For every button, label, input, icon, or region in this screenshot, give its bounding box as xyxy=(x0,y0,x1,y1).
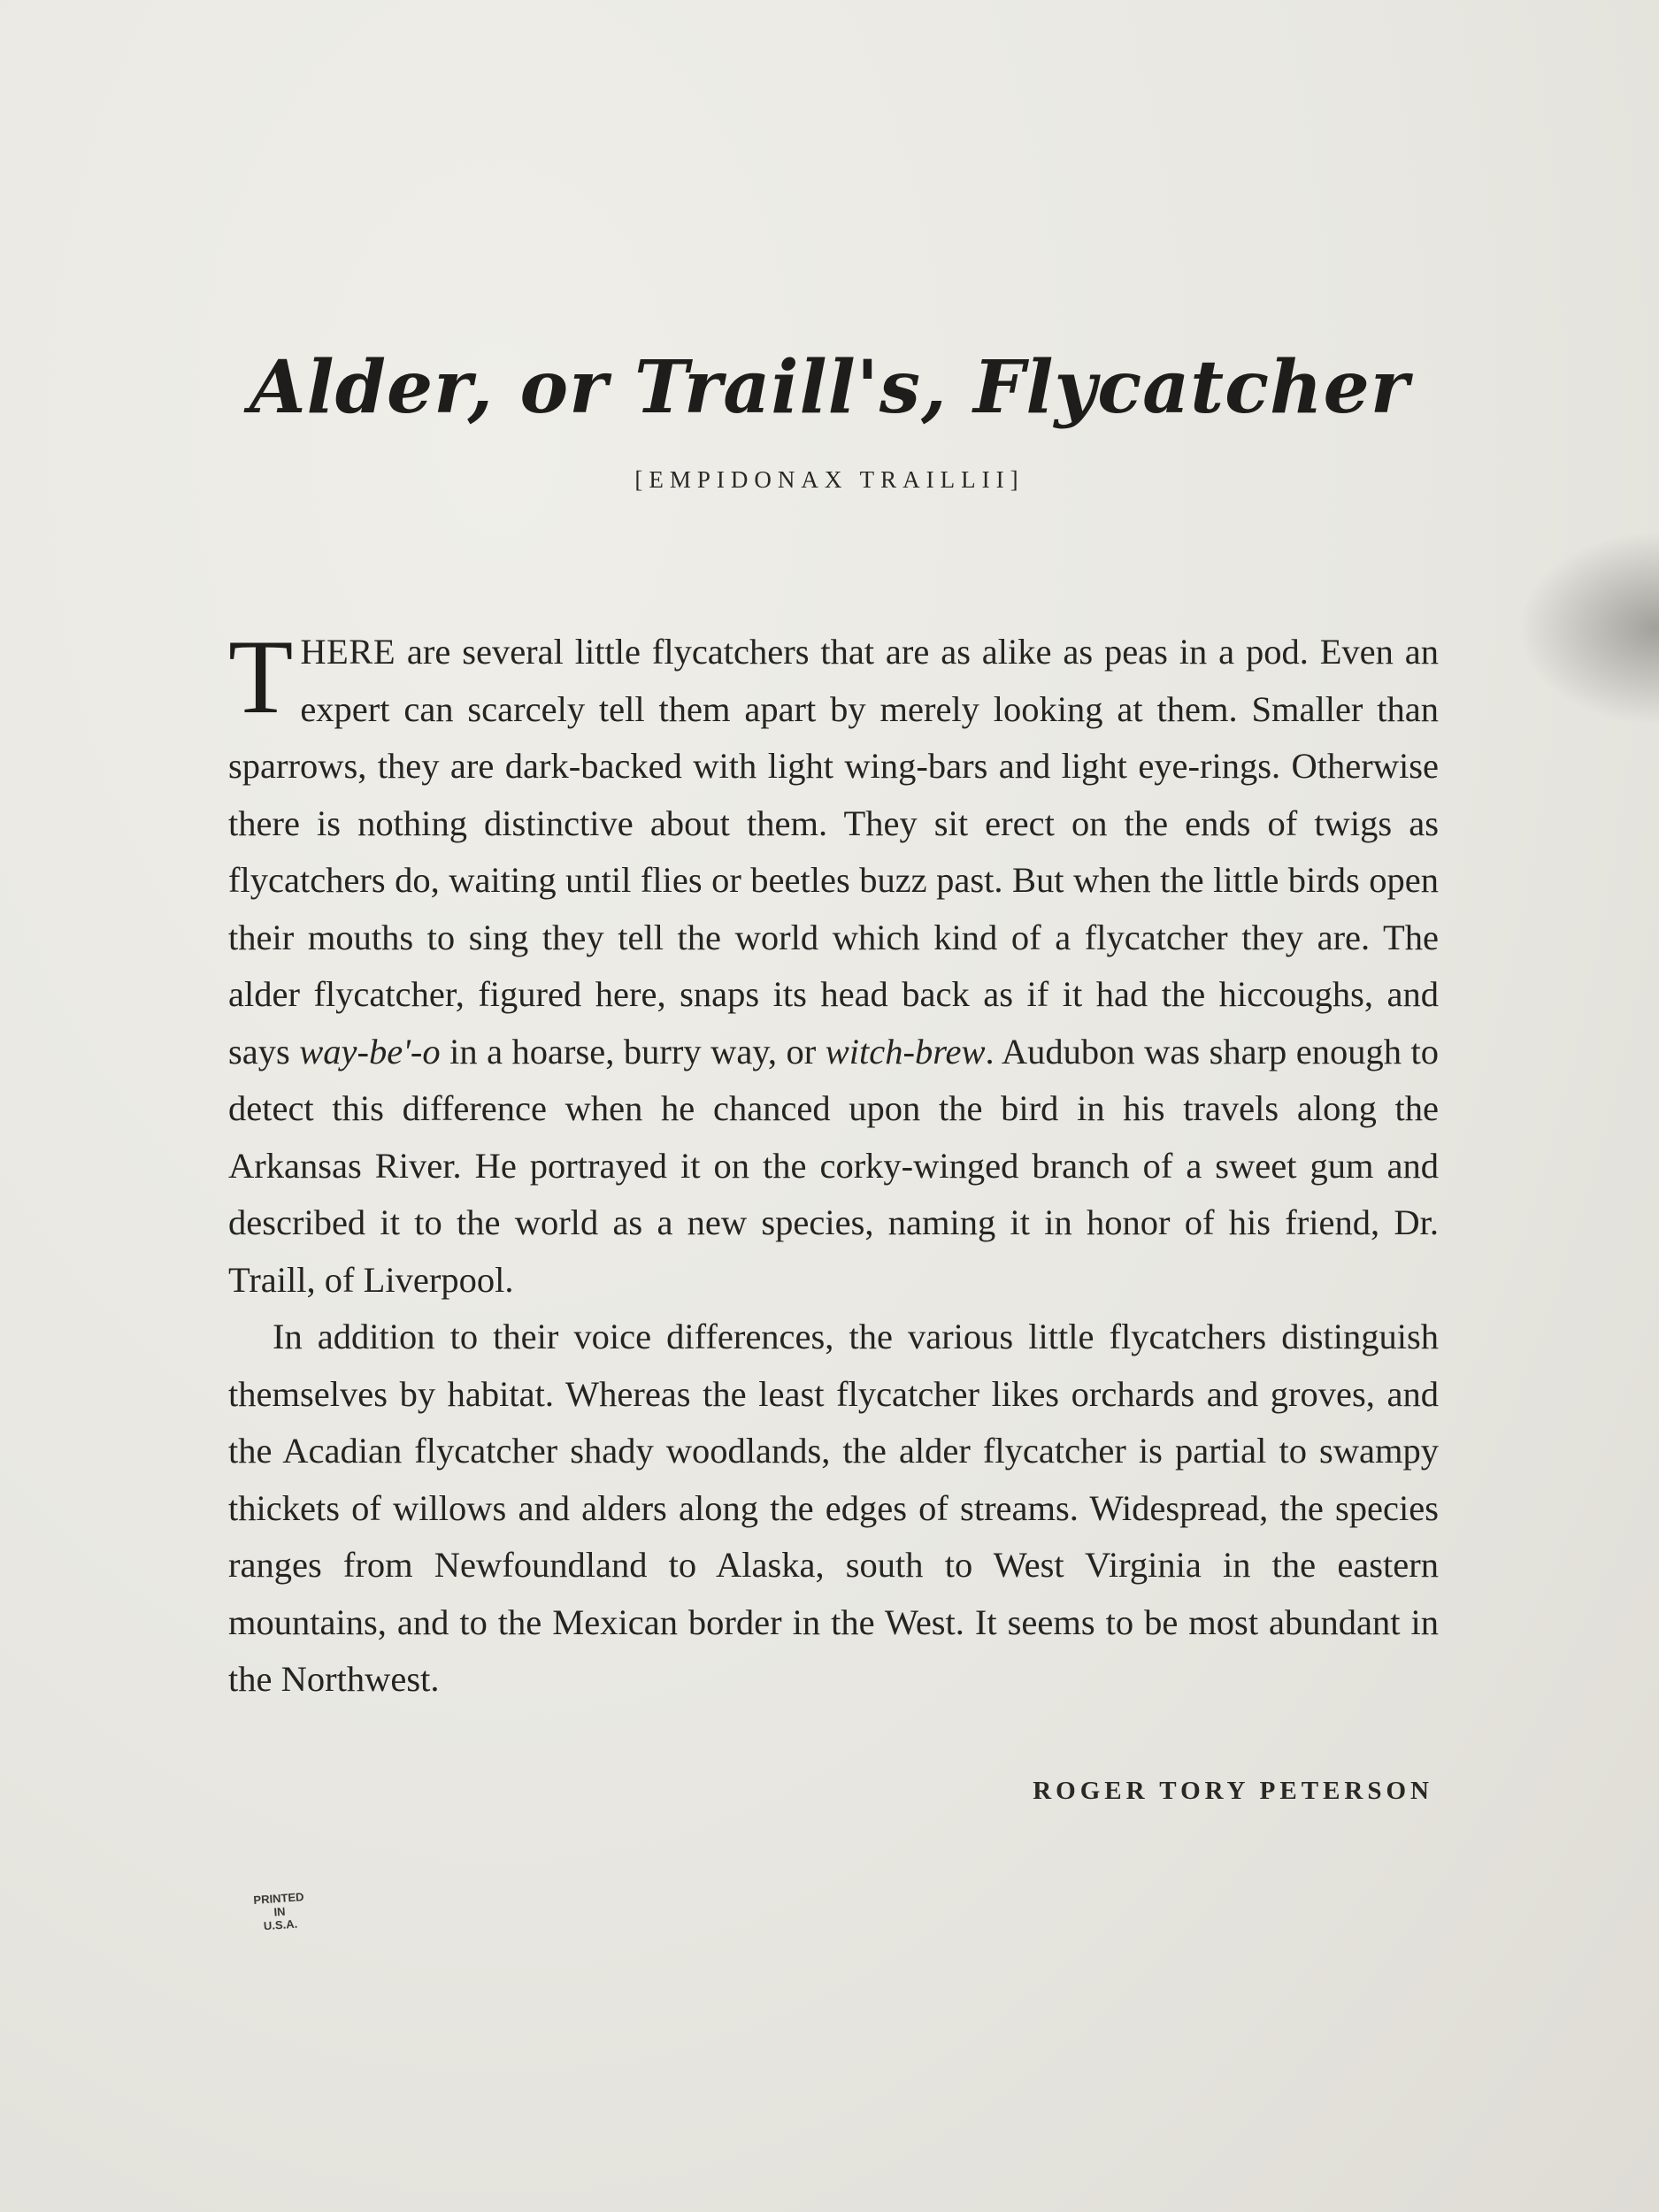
song-phrase-2: witch-brew xyxy=(825,1031,986,1071)
paragraph-1-text: are several little flycatchers that are as alike as peas in a pod. Even an expert can scarcely tell them apart by merely looking at them. Smaller than sparrows, they are dark-backed with light wing-bars and light eye-rings. Otherwise there is nothing distinctive about them. They sit erect on the ends of twigs as flycatchers do, waiting until flies or beetles buzz past. But when the little birds open their mouths to sing they tell the world which kind of a flycatcher they are. The alder flycatcher, figured here, snaps its head back as if it had the hiccoughs, and says xyxy=(228,632,1439,1071)
paragraph-2: In addition to their voice differences, the various little flycatchers distinguish themselves by habitat. Whereas the least flycatcher likes orchards and groves, and the Acadian flycatcher shady woodlands, the alder flycatcher is partial to swampy thickets of willows and alders along the edges of streams. Widespread, the species ranges from Newfoundland to Alaska, south to West Virginia in the eastern mountains, and to the Mexican border in the West. It seems to be most abundant in the Northwest. xyxy=(228,1317,1439,1699)
song-phrase-1: way-be'-o xyxy=(299,1031,441,1071)
small-caps-lead: HERE xyxy=(300,632,396,672)
page-edge-shadow xyxy=(1517,531,1659,726)
paragraph-1-text-3: . Audubon was sharp enough to detect this difference when he chanced upon the bird in his travels along the Arkansas River. He portrayed it on the corky-winged branch of a sweet gum and described it to the world as a new species, naming it in honor of his friend, Dr. Traill, of Liverpool. xyxy=(228,1031,1440,1300)
stamp-line-2: IN xyxy=(273,1904,287,1919)
author-signature: ROGER TORY PETERSON xyxy=(1033,1777,1433,1805)
paragraph-1-text-2: in a hoarse, burry way, or xyxy=(440,1031,826,1071)
scientific-name: [EMPIDONAX TRAILLII] xyxy=(634,466,1025,493)
page-title: Alder, or Traill's, Flycatcher xyxy=(249,344,1410,430)
stamp-line-1: PRINTED xyxy=(252,1890,304,1908)
stamp-line-3: U.S.A. xyxy=(263,1916,298,1933)
drop-cap: T xyxy=(228,618,294,735)
paragraph-1 xyxy=(228,618,1440,1309)
article-body xyxy=(228,618,1440,1709)
printed-in-usa-stamp xyxy=(236,1889,324,1935)
